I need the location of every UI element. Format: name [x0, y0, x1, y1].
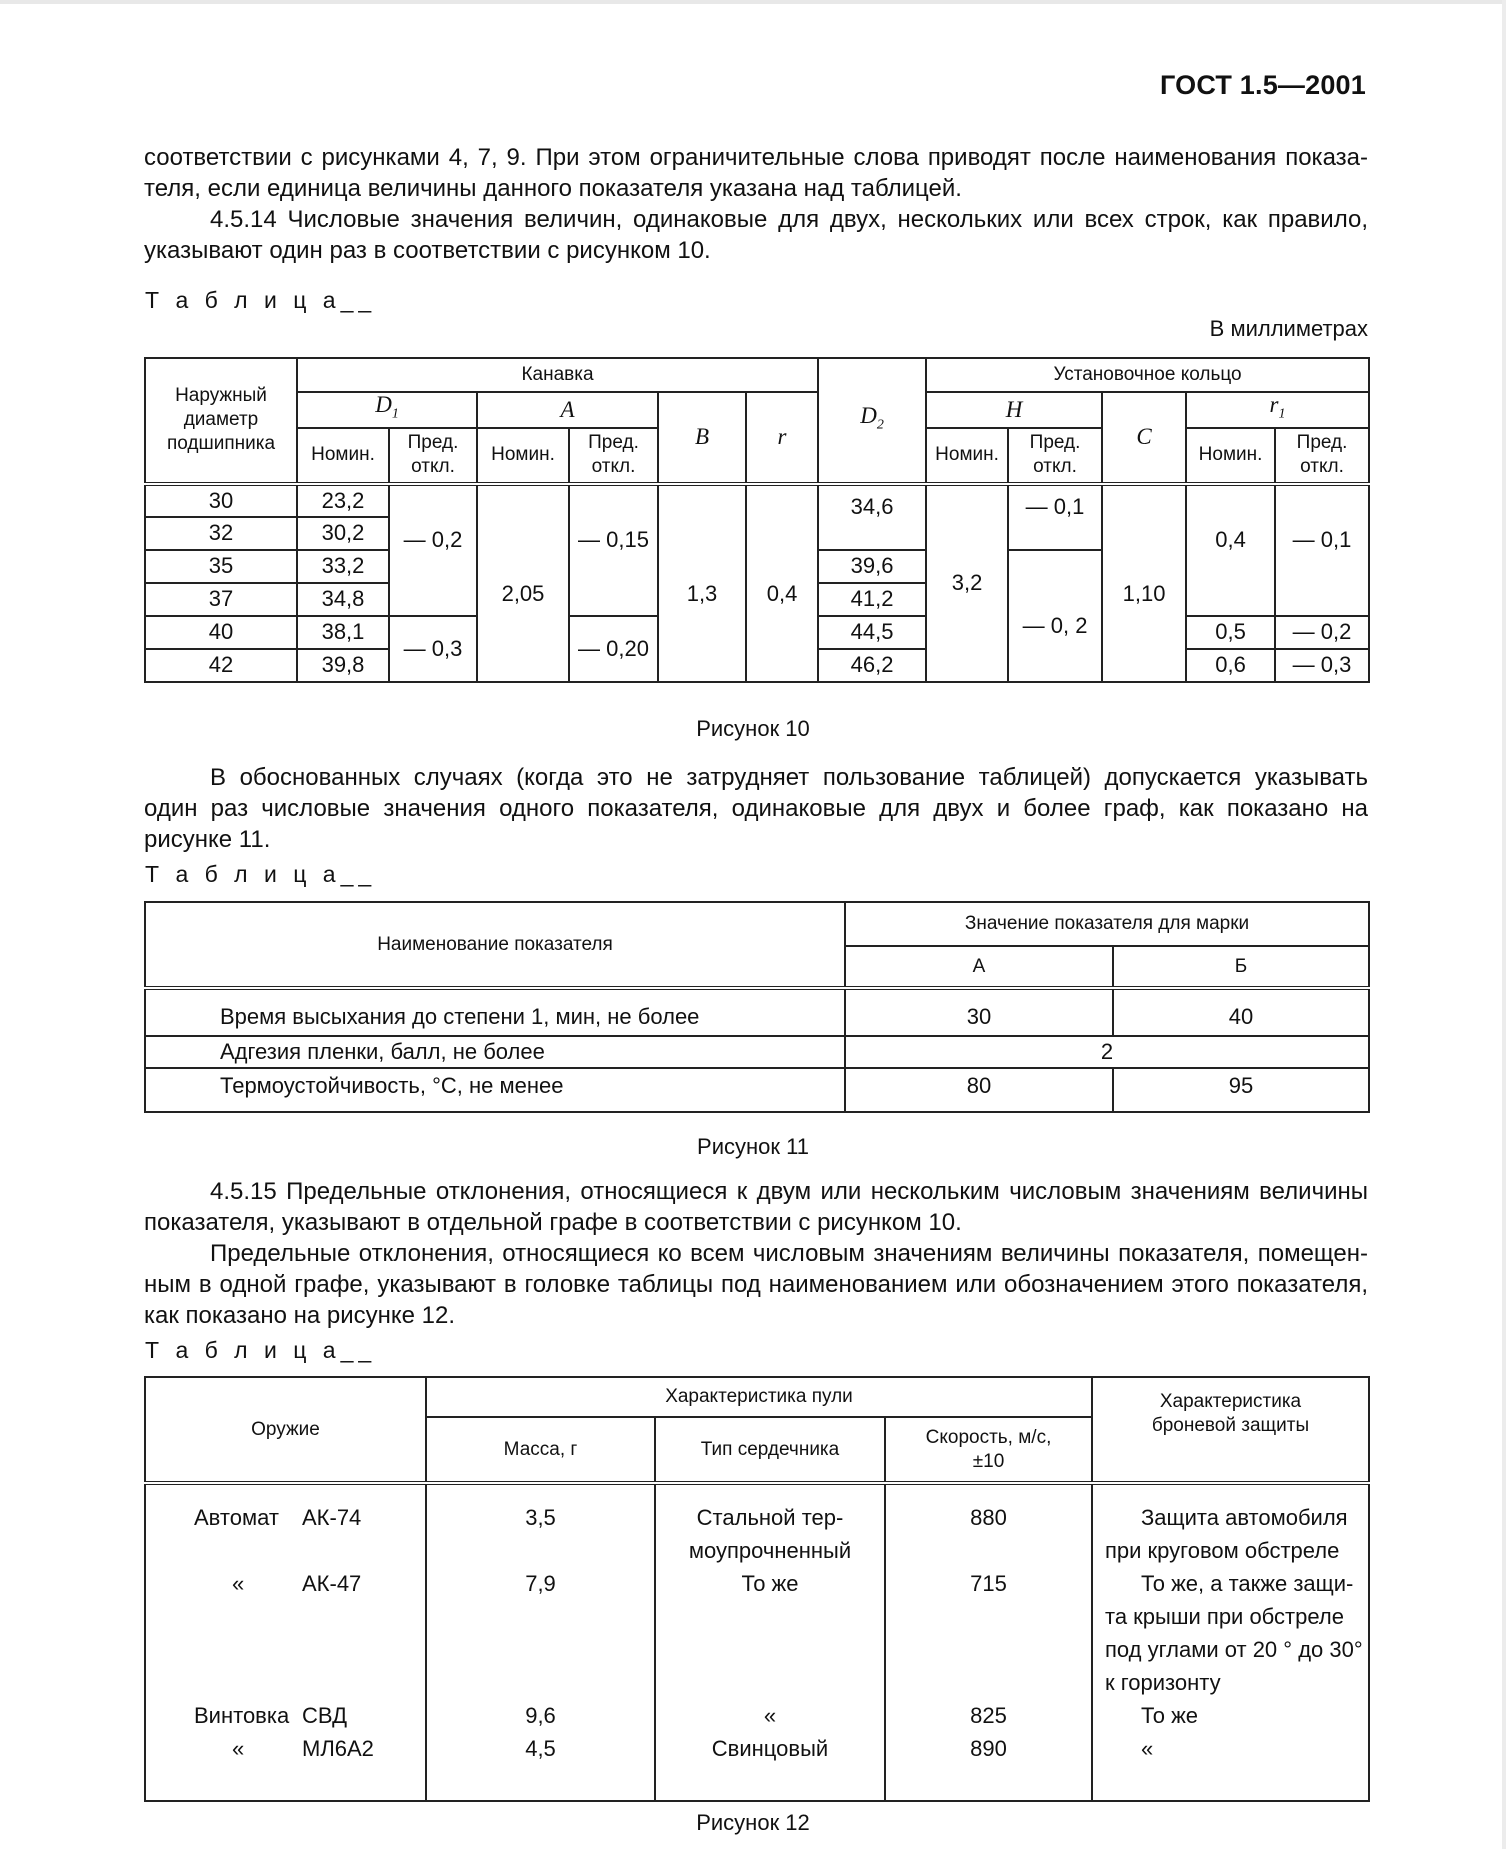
col-header-bullet: Характеристика пули — [426, 1377, 1092, 1417]
table-cell: 2 — [845, 1036, 1369, 1068]
col-header-d1: $D_1$ — [297, 392, 477, 428]
table-row — [145, 988, 1369, 1036]
text-line: 4.5.14 Числовые значения величин, одинаковые для двух, нескольких или всех строк, как правило, — [210, 206, 1368, 233]
col-header-a: A — [477, 392, 658, 428]
table-cell: — 0,20 — [569, 616, 658, 682]
table-label: Т а б л и ц а__ — [145, 1337, 377, 1363]
core-cell: Стальной тер- моупрочненный То же « Свинцовый — [655, 1483, 885, 1801]
col-header-deviation: Пред. откл. — [1008, 428, 1102, 484]
col-header-nominal: Номин. — [297, 428, 389, 484]
table-cell: 0,6 — [1186, 649, 1275, 682]
table-cell: 0,4 — [1186, 484, 1275, 616]
table-cell: 1,3 — [658, 484, 746, 682]
col-header-r: r — [746, 392, 818, 484]
table-cell: 80 — [845, 1068, 1113, 1112]
table-cell: 42 — [145, 649, 297, 682]
bearing-groove-table — [144, 357, 1370, 683]
text-line: Предельные отклонения, относящиеся ко всем числовым значениям величины показателя, помещен- — [210, 1240, 1368, 1267]
table-cell: 23,2 — [297, 484, 389, 517]
table-cell: — 0,1 — [1008, 484, 1102, 550]
col-header-outer-diameter: Наружный диаметр подшипника — [145, 358, 297, 484]
table-cell: 35 — [145, 550, 297, 583]
paragraph-intro — [144, 142, 1368, 266]
text-line: показателя, указывают в отдельной графе в соответствии с рисунком 10. — [144, 1209, 962, 1236]
table-cell: 40 — [145, 616, 297, 649]
text-line: соответствии с рисунками 4, 7, 9. При этом ограничительные слова приводят после наименования показа- — [144, 144, 1368, 171]
table-cell: 2,05 — [477, 484, 569, 682]
col-header-speed: Скорость, м/с, ±10 — [885, 1417, 1092, 1483]
coating-properties-table — [144, 901, 1370, 1113]
text-line: как показано на рисунке 12. — [144, 1302, 456, 1329]
table-body-row — [145, 1483, 1369, 1801]
table-cell: Термоустойчивость, °С, не менее — [145, 1068, 845, 1112]
table-label: Т а б л и ц а__ — [145, 287, 377, 313]
col-header-ring: Установочное кольцо — [926, 358, 1369, 392]
figure-caption: Рисунок 11 — [697, 1134, 809, 1159]
speed-cell: 880 715 825 890 — [885, 1483, 1092, 1801]
weapon-entry: « АК-47 — [232, 1571, 362, 1596]
table-row — [145, 1036, 1369, 1068]
table-cell: 37 — [145, 583, 297, 616]
weapon-entry: « МЛ6А2 — [232, 1736, 374, 1761]
table-cell: 30,2 — [297, 517, 389, 550]
paragraph-tolerances — [144, 1176, 1368, 1331]
text-line: рисунке 11. — [144, 826, 271, 853]
table-cell: 44,5 — [818, 616, 926, 649]
armor-cell: Защита автомобиля при круговом обстреле То же, а также защи- та крыши при обстреле под углами от 20 ° до 30° к горизонту То же « — [1092, 1483, 1369, 1801]
table-cell: — 0,3 — [389, 616, 477, 682]
table-cell: 41,2 — [818, 583, 926, 616]
table-cell: 1,10 — [1102, 484, 1186, 682]
weapon-entry: Винтовка СВД — [194, 1703, 347, 1728]
col-header-d2: $D_2$ — [818, 358, 926, 484]
table-cell: — 0, 2 — [1008, 550, 1102, 682]
table-cell: 0,5 — [1186, 616, 1275, 649]
col-header-grade-b: Б — [1113, 946, 1369, 988]
col-header-deviation: Пред. откл. — [1275, 428, 1369, 484]
text-line: один раз числовые значения одного показателя, одинаковые для двух и более граф, как показано на — [144, 795, 1368, 822]
table-cell: — 0,3 — [1275, 649, 1369, 682]
table-cell: — 0,1 — [1275, 484, 1369, 616]
table-label: Т а б л и ц а__ — [145, 861, 377, 887]
col-header-nominal: Номин. — [477, 428, 569, 484]
document-header-id: ГОСТ 1.5—2001 — [1160, 70, 1366, 100]
text-line: указывают один раз в соответствии с рисунком 10. — [144, 237, 711, 264]
page-right-edge — [1502, 0, 1506, 1849]
table-cell: 0,4 — [746, 484, 818, 682]
mass-cell: 3,5 7,9 9,6 4,5 — [426, 1483, 655, 1801]
weapon-cell — [145, 1483, 426, 1801]
table-cell: 39,6 — [818, 550, 926, 583]
col-header-r1: $r_1$ — [1186, 392, 1369, 428]
col-header-indicator-name: Наименование показателя — [145, 902, 845, 988]
table-cell: 95 — [1113, 1068, 1369, 1112]
text-line: теля, если единица величины данного показателя указана над таблицей. — [144, 175, 962, 202]
col-header-deviation: Пред. откл. — [569, 428, 658, 484]
figure-caption: Рисунок 10 — [696, 716, 810, 741]
table-row — [145, 1068, 1369, 1112]
table-cell: — 0,2 — [389, 484, 477, 616]
figure-caption: Рисунок 12 — [696, 1810, 810, 1835]
table-cell: 34,8 — [297, 583, 389, 616]
table-cell: 3,2 — [926, 484, 1008, 682]
col-header-weapon: Оружие — [145, 1377, 426, 1483]
table-cell: 39,8 — [297, 649, 389, 682]
page-top-edge — [0, 0, 1506, 4]
weapons-table — [144, 1376, 1370, 1802]
col-header-nominal: Номин. — [926, 428, 1008, 484]
text-line: 4.5.15 Предельные отклонения, относящиеся к двум или нескольким числовым значениям величины — [210, 1178, 1368, 1205]
table-cell: 40 — [1113, 988, 1369, 1036]
col-header-c: C — [1102, 392, 1186, 484]
table-cell: 33,2 — [297, 550, 389, 583]
table-cell: 30 — [845, 988, 1113, 1036]
text-line: В обоснованных случаях (когда это не затрудняет пользование таблицей) допускается указывать — [210, 764, 1368, 791]
table-cell: 32 — [145, 517, 297, 550]
table-row — [145, 484, 1369, 517]
col-header-nominal: Номин. — [1186, 428, 1275, 484]
table-cell: — 0,2 — [1275, 616, 1369, 649]
col-header-grade-a: А — [845, 946, 1113, 988]
table-cell: Адгезия пленки, балл, не более — [145, 1036, 845, 1068]
table-cell: — 0,15 — [569, 484, 658, 616]
col-header-grade-value: Значение показателя для марки — [845, 902, 1369, 946]
table-cell: Время высыхания до степени 1, мин, не более — [145, 988, 845, 1036]
paragraph-merged-values — [144, 762, 1368, 855]
table-units: В миллиметрах — [1209, 316, 1368, 341]
table-cell: 46,2 — [818, 649, 926, 682]
col-header-armor: Характеристика броневой защиты — [1092, 1377, 1369, 1483]
table-cell: 34,6 — [818, 484, 926, 550]
col-header-h: H — [926, 392, 1102, 428]
text-line: ным в одной графе, указывают в головке таблицы под наименованием или обозначением этого показателя, — [144, 1271, 1368, 1298]
col-header-b: B — [658, 392, 746, 484]
col-header-groove: Канавка — [297, 358, 818, 392]
col-header-core: Тип сердечника — [655, 1417, 885, 1483]
col-header-deviation: Пред. откл. — [389, 428, 477, 484]
table-cell: 30 — [145, 484, 297, 517]
col-header-mass: Масса, г — [426, 1417, 655, 1483]
weapon-entry: Автомат АК-74 — [194, 1505, 362, 1530]
table-cell: 38,1 — [297, 616, 389, 649]
